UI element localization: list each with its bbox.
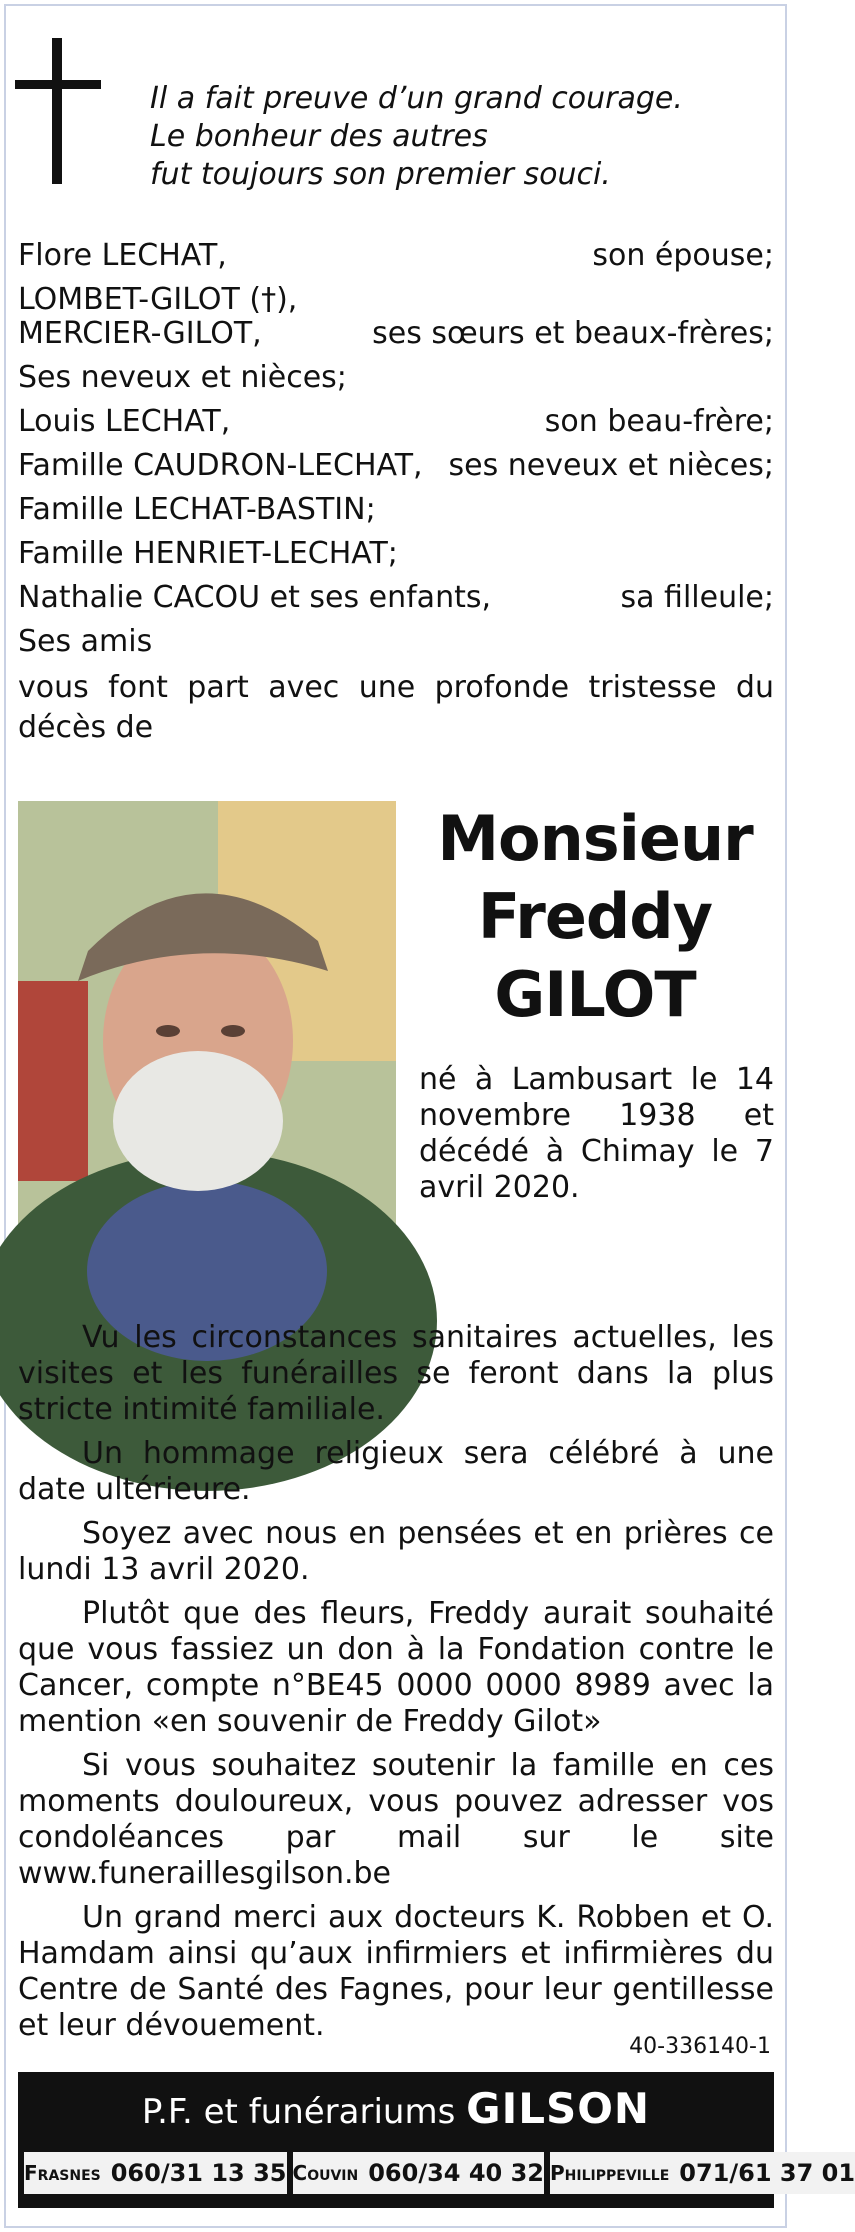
phone-entry bbox=[550, 2152, 855, 2194]
announcement-text: vous font part avec une profonde tristesse du décès de bbox=[18, 670, 774, 745]
deceased-name bbox=[430, 800, 760, 1034]
family-row bbox=[18, 234, 774, 278]
family-row bbox=[18, 576, 774, 620]
family-name: Flore LECHAT, bbox=[18, 238, 227, 273]
body-paragraph: Un hommage religieux sera célébré à une date ultérieure. bbox=[18, 1436, 774, 1507]
body-paragraph: Si vous souhaitez soutenir la famille en ces moments douloureux, vous pouvez adresser vos condoléances par mail sur le site www.funeraillesgilson.be bbox=[18, 1748, 774, 1891]
family-row bbox=[18, 488, 774, 532]
family-relation: ses neveux et nièces; bbox=[448, 448, 774, 483]
family-name: LOMBET-GILOT (†), bbox=[18, 282, 298, 317]
family-relation: son beau-frère; bbox=[544, 404, 774, 439]
family-name: Famille HENRIET-LECHAT; bbox=[18, 536, 398, 571]
family-name: Louis LECHAT, bbox=[18, 404, 231, 439]
birth-death-info: né à Lambusart le 14 novembre 1938 et décédé à Chimay le 7 avril 2020. bbox=[419, 1062, 774, 1205]
obituary-body bbox=[18, 1320, 774, 2052]
epigraph-line: Il a fait preuve d’un grand courage. bbox=[150, 81, 683, 116]
family-relation: sa filleule; bbox=[620, 580, 774, 615]
epigraph bbox=[150, 80, 750, 194]
deceased-last-name: GILOT bbox=[494, 958, 696, 1031]
family-row bbox=[18, 532, 774, 576]
funeral-home-brand: GILSON bbox=[466, 2084, 651, 2133]
funeral-home-title bbox=[18, 2072, 774, 2145]
family-name: Nathalie CACOU et ses enfants, bbox=[18, 580, 492, 615]
phone-entry bbox=[24, 2152, 287, 2194]
family-name: Ses neveux et nièces; bbox=[18, 360, 347, 395]
phone-number: 071/61 37 01 bbox=[679, 2159, 855, 2187]
portrait-photo bbox=[18, 801, 396, 1301]
reference-number: 40-336140-1 bbox=[629, 2034, 771, 2059]
family-relation: son épouse; bbox=[592, 238, 774, 273]
funeral-home-prefix: P.F. et funérariums bbox=[141, 2092, 456, 2132]
family-name: Famille CAUDRON-LECHAT, bbox=[18, 448, 423, 483]
family-row bbox=[18, 620, 774, 664]
body-paragraph: Soyez avec nous en pensées et en prières ce lundi 13 avril 2020. bbox=[18, 1516, 774, 1587]
body-paragraph: Un grand merci aux docteurs K. Robben et O. Hamdam ainsi qu’aux infirmiers et infirmières du Centre de Santé des Fagnes, pour leur gentillesse et leur dévouement. bbox=[18, 1900, 774, 2043]
family-name: Famille LECHAT-BASTIN; bbox=[18, 492, 376, 527]
phone-city: Couvin bbox=[292, 2161, 359, 2185]
epigraph-line: fut toujours son premier souci. bbox=[150, 157, 611, 192]
family-name: Ses amis bbox=[18, 624, 153, 659]
family-row bbox=[18, 400, 774, 444]
funeral-home-footer bbox=[18, 2072, 855, 2208]
family-row bbox=[18, 356, 774, 400]
deceased-first-name: Freddy bbox=[477, 880, 713, 953]
phone-number: 060/34 40 32 bbox=[368, 2159, 545, 2187]
phone-list bbox=[24, 2152, 855, 2194]
cross-icon bbox=[15, 38, 103, 188]
body-paragraph: Plutôt que des fleurs, Freddy aurait souhaité que vous fassiez un don à la Fondation contre le Cancer, compte n°BE45 0000 0000 8989 avec la mention «en souvenir de Freddy Gilot» bbox=[18, 1596, 774, 1739]
family-relation: ses sœurs et beaux-frères; bbox=[372, 316, 774, 351]
epigraph-line: Le bonheur des autres bbox=[150, 119, 488, 154]
family-row bbox=[18, 312, 774, 356]
phone-city: Frasnes bbox=[24, 2161, 101, 2185]
family-list bbox=[18, 234, 774, 748]
phone-number: 060/31 13 35 bbox=[110, 2159, 287, 2187]
family-row bbox=[18, 444, 774, 488]
phone-city: Philippeville bbox=[550, 2161, 670, 2185]
phone-entry bbox=[293, 2152, 545, 2194]
deceased-title: Monsieur bbox=[437, 802, 753, 875]
family-name: MERCIER-GILOT, bbox=[18, 316, 262, 351]
body-paragraph: Vu les circonstances sanitaires actuelles, les visites et les funérailles se feront dans la plus stricte intimité familiale. bbox=[18, 1320, 774, 1427]
